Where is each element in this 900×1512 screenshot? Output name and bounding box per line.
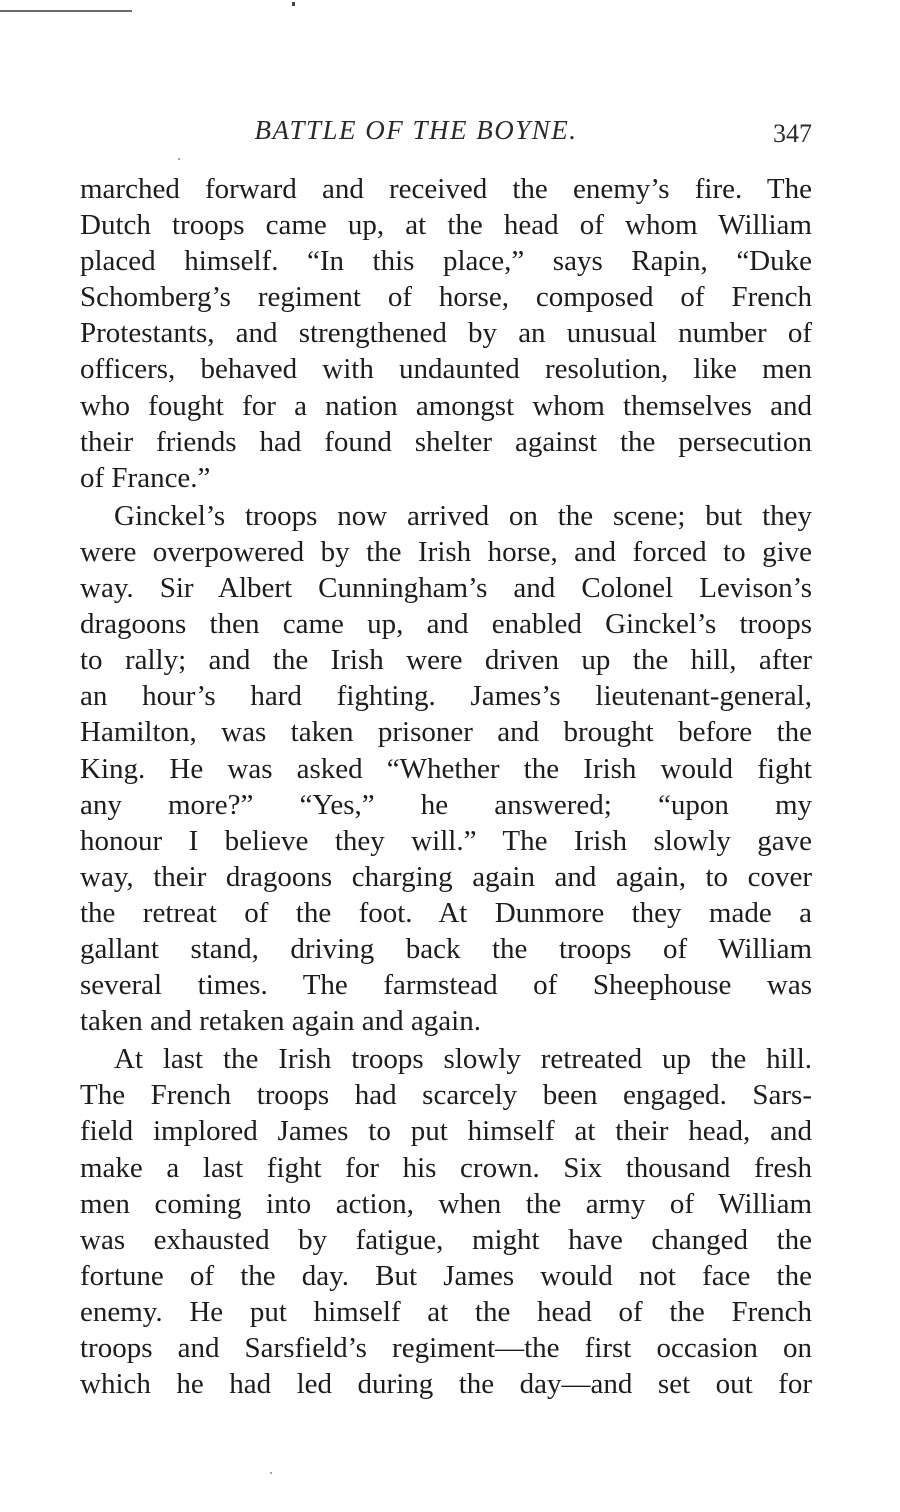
running-title: BATTLE OF THE BOYNE. [254,115,578,145]
text-line: way, their dragoons charging again and again, to cover [80,860,812,893]
running-head [80,115,812,151]
text-line: King. He was asked “Whether the Irish would fight [80,752,812,785]
print-speck [270,1472,272,1474]
text-line: Ginckel’s troops now arrived on the scene; but they [114,499,812,532]
text-line: men coming into action, when the army of William [80,1187,812,1220]
text-line: dragoons then came up, and enabled Ginckel’s troops [80,608,812,641]
text-line: several times. The farmstead of Sheephouse was [80,969,812,1002]
text-line: field implored James to put himself at their head, and [80,1115,812,1148]
text-line: of France.” [80,461,211,494]
text-line: which he had led during the day—and set out for [80,1368,812,1401]
text-line: were overpowered by the Irish horse, and forced to give [80,535,812,568]
text-line: troops and Sarsfield’s regiment—the first occasion on [80,1332,812,1364]
text-line: who fought for a nation amongst whom themselves and [80,389,812,422]
text-line: Hamilton, was taken prisoner and brought before the [80,716,812,749]
text-line: their friends had found shelter against the persecution [80,425,812,458]
paragraph [80,498,812,1039]
text-line: to rally; and the Irish were driven up the hill, after [80,644,812,677]
text-line: At last the Irish troops slowly retreated up the hill. [114,1043,812,1076]
text-line: enemy. He put himself at the head of the French [80,1295,812,1328]
text-line: the retreat of the foot. At Dunmore they made a [80,896,812,929]
text-line: taken and retaken again and again. [80,1005,481,1038]
top-edge-rule [0,10,132,12]
paragraph [80,171,812,496]
paragraph [80,1041,812,1402]
text-line: any more?” “Yes,” he answered; “upon my [80,788,812,821]
text-line: placed himself. “In this place,” says Rapin, “Duke [80,245,812,278]
text-line: officers, behaved with undaunted resolution, like men [80,353,812,386]
text-line: honour I believe they will.” The Irish slowly gave [80,824,812,857]
print-speck [178,158,180,160]
text-line: make a last fight for his crown. Six thousand fresh [80,1151,812,1184]
text-line: marched forward and received the enemy’s fire. The [80,173,812,205]
body-text [80,171,812,1402]
text-line: was exhausted by fatigue, might have changed the [80,1223,812,1256]
text-line: an hour’s hard fighting. James’s lieutenant-general, [80,680,812,713]
top-edge-mark [292,2,295,6]
text-line: Schomberg’s regiment of horse, composed of French [80,281,812,314]
text-line: The French troops had scarcely been engaged. Sars- [80,1079,812,1112]
text-line: fortune of the day. But James would not face the [80,1259,812,1292]
text-line: Dutch troops came up, at the head of whom William [80,209,812,242]
text-line: gallant stand, driving back the troops of William [80,932,812,965]
text-line: way. Sir Albert Cunningham’s and Colonel Levison’s [80,572,812,605]
text-line: Protestants, and strengthened by an unusual number of [80,317,812,350]
page-number: 347 [773,119,812,148]
